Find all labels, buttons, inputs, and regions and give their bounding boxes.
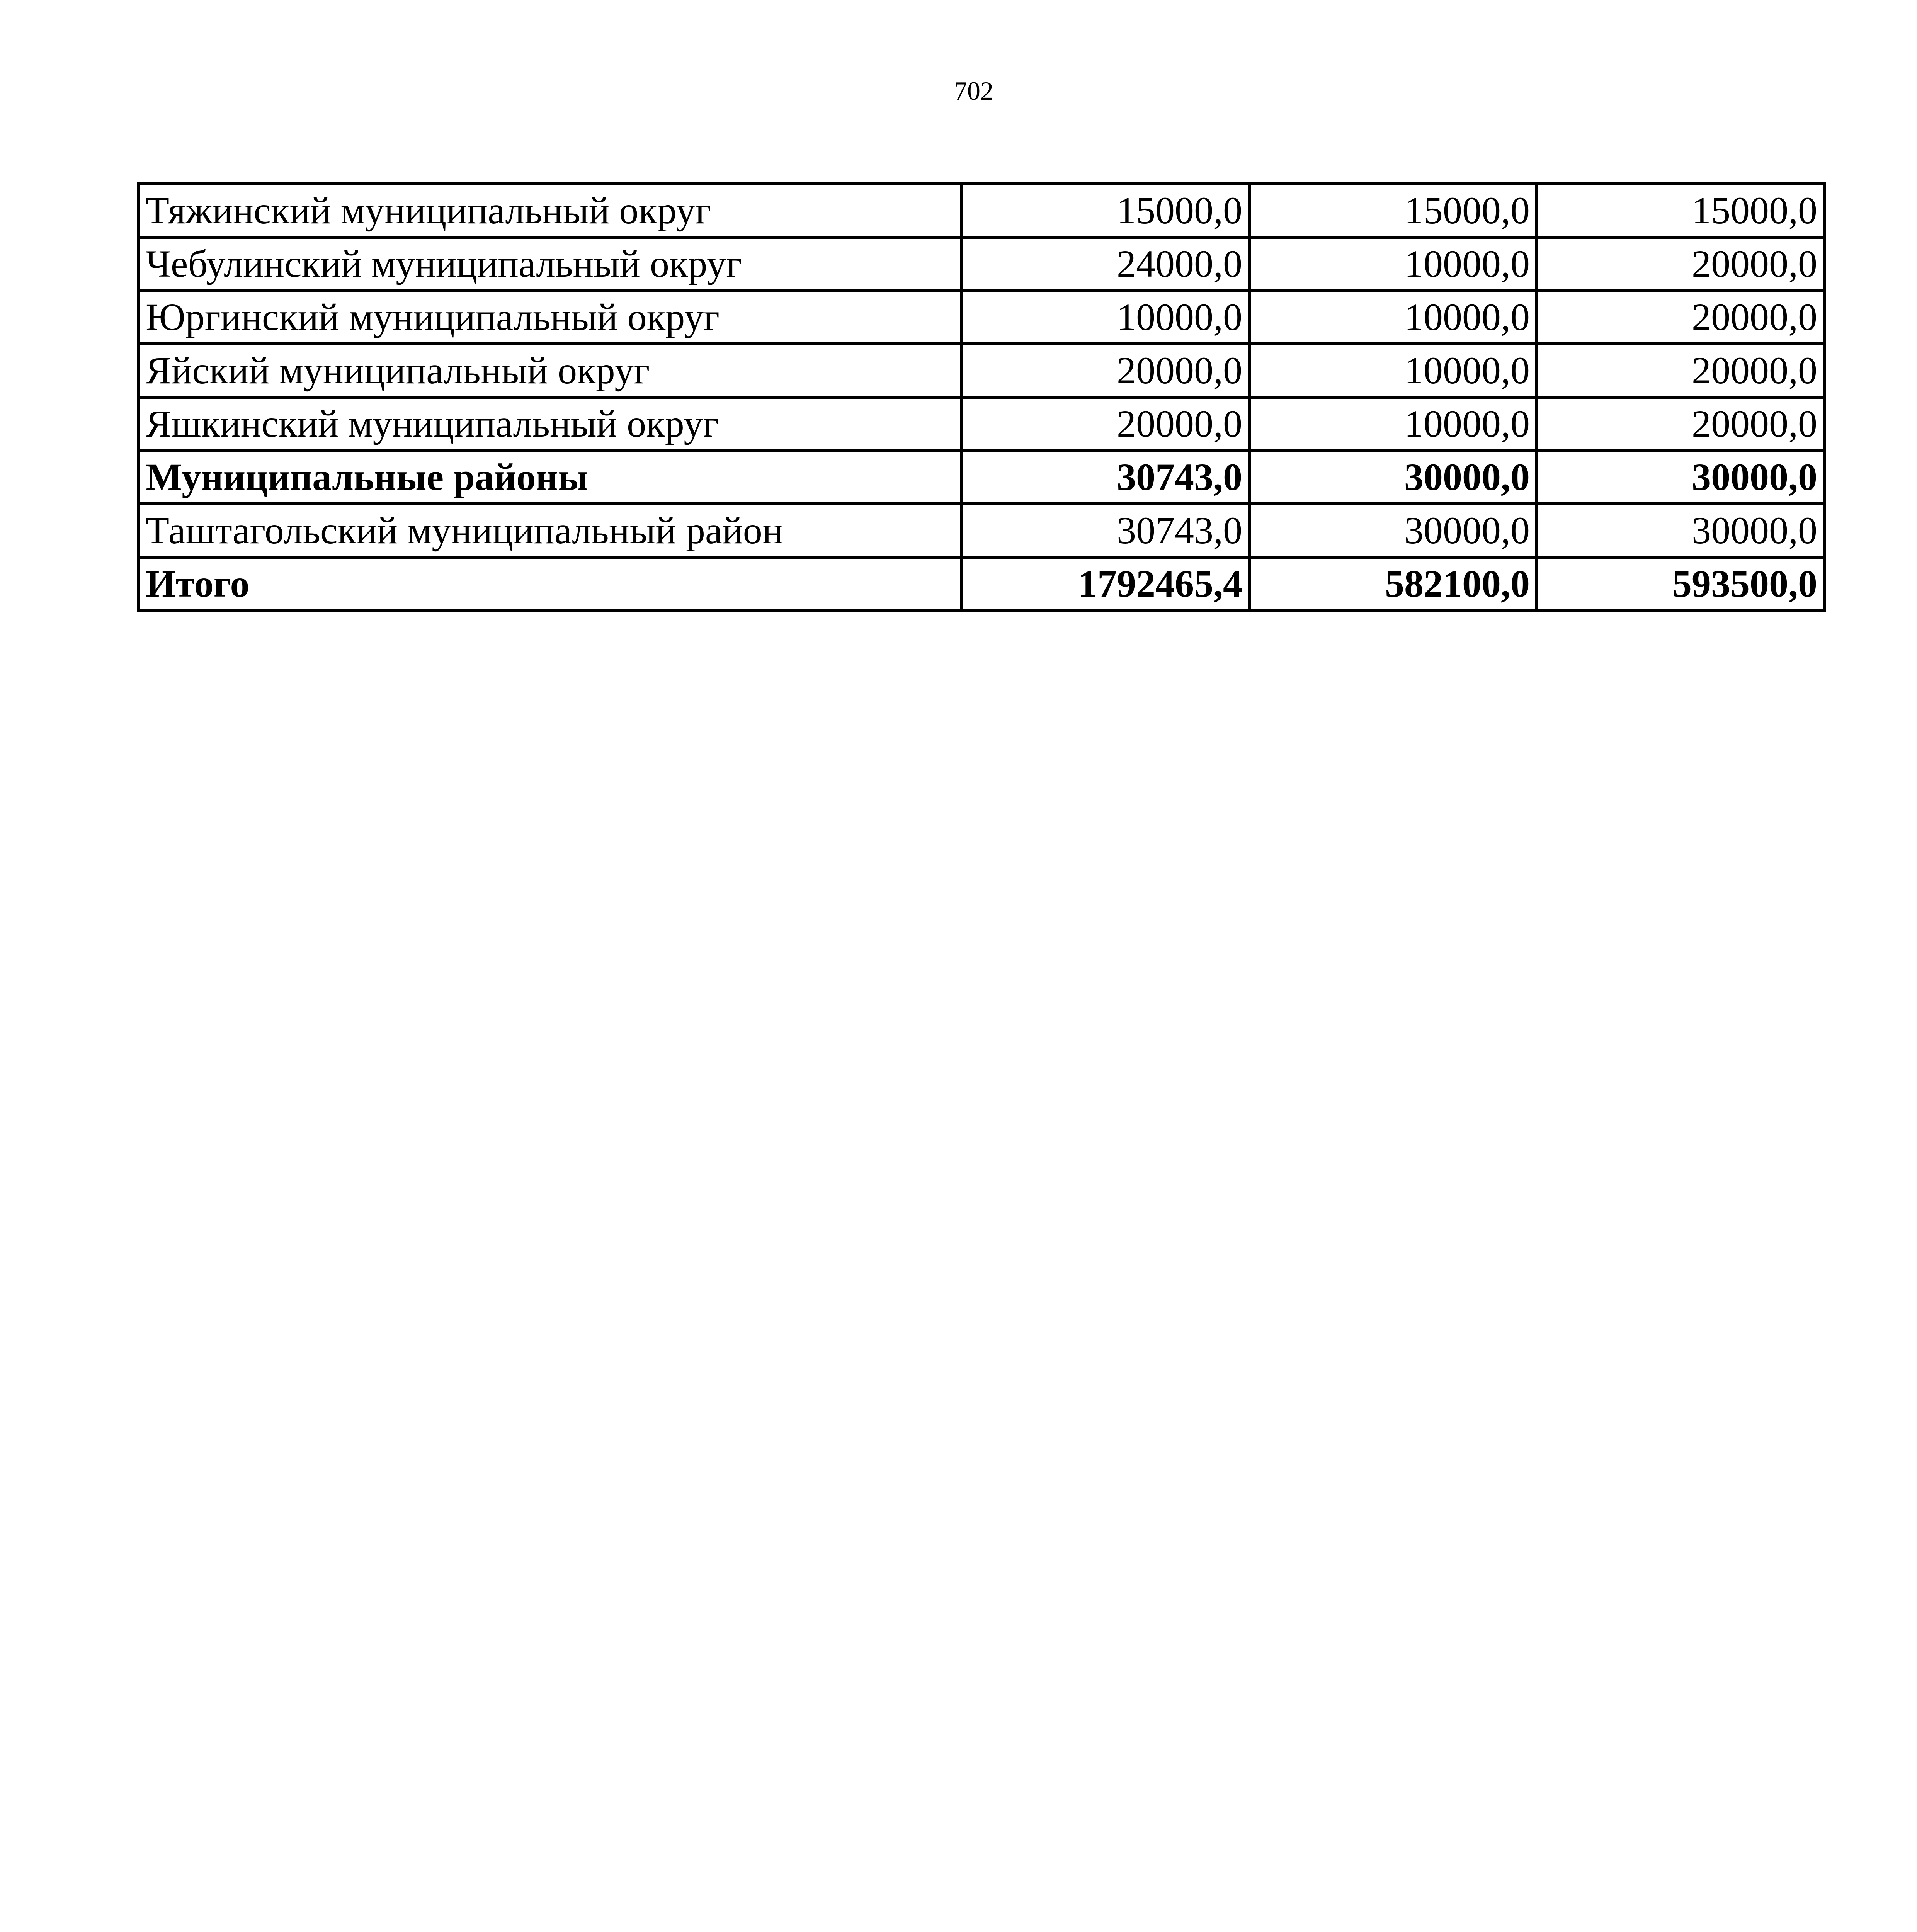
row-value-3: 30000,0 (1537, 451, 1824, 504)
row-name: Яйский муниципальный округ (139, 344, 962, 397)
subtotal-row (139, 451, 1824, 504)
table-row (139, 291, 1824, 344)
row-value-1: 20000,0 (962, 397, 1249, 451)
row-value-1: 10000,0 (962, 291, 1249, 344)
row-value-1: 15000,0 (962, 184, 1249, 237)
budget-table (137, 182, 1826, 612)
total-row (139, 557, 1824, 611)
row-value-3: 20000,0 (1537, 237, 1824, 291)
row-value-3: 30000,0 (1537, 504, 1824, 557)
row-value-1: 24000,0 (962, 237, 1249, 291)
row-value-2: 15000,0 (1249, 184, 1537, 237)
row-value-3: 20000,0 (1537, 291, 1824, 344)
row-value-3: 20000,0 (1537, 397, 1824, 451)
table-row (139, 237, 1824, 291)
table-row (139, 184, 1824, 237)
row-value-2: 10000,0 (1249, 291, 1537, 344)
row-value-1: 30743,0 (962, 504, 1249, 557)
row-name: Юргинский муниципальный округ (139, 291, 962, 344)
row-name: Итого (139, 557, 962, 611)
row-value-3: 15000,0 (1537, 184, 1824, 237)
row-value-2: 30000,0 (1249, 504, 1537, 557)
row-value-2: 10000,0 (1249, 344, 1537, 397)
row-value-2: 10000,0 (1249, 237, 1537, 291)
row-value-3: 593500,0 (1537, 557, 1824, 611)
row-name: Яшкинский муниципальный округ (139, 397, 962, 451)
table-row (139, 504, 1824, 557)
row-value-1: 1792465,4 (962, 557, 1249, 611)
row-value-3: 20000,0 (1537, 344, 1824, 397)
row-value-2: 30000,0 (1249, 451, 1537, 504)
row-name: Таштагольский муниципальный район (139, 504, 962, 557)
row-value-1: 30743,0 (962, 451, 1249, 504)
row-value-2: 10000,0 (1249, 397, 1537, 451)
row-name: Чебулинский муниципальный округ (139, 237, 962, 291)
row-value-1: 20000,0 (962, 344, 1249, 397)
row-name: Муниципальные районы (139, 451, 962, 504)
page-number: 702 (954, 76, 993, 105)
row-name: Тяжинский муниципальный округ (139, 184, 962, 237)
table-row (139, 397, 1824, 451)
table-row (139, 344, 1824, 397)
row-value-2: 582100,0 (1249, 557, 1537, 611)
